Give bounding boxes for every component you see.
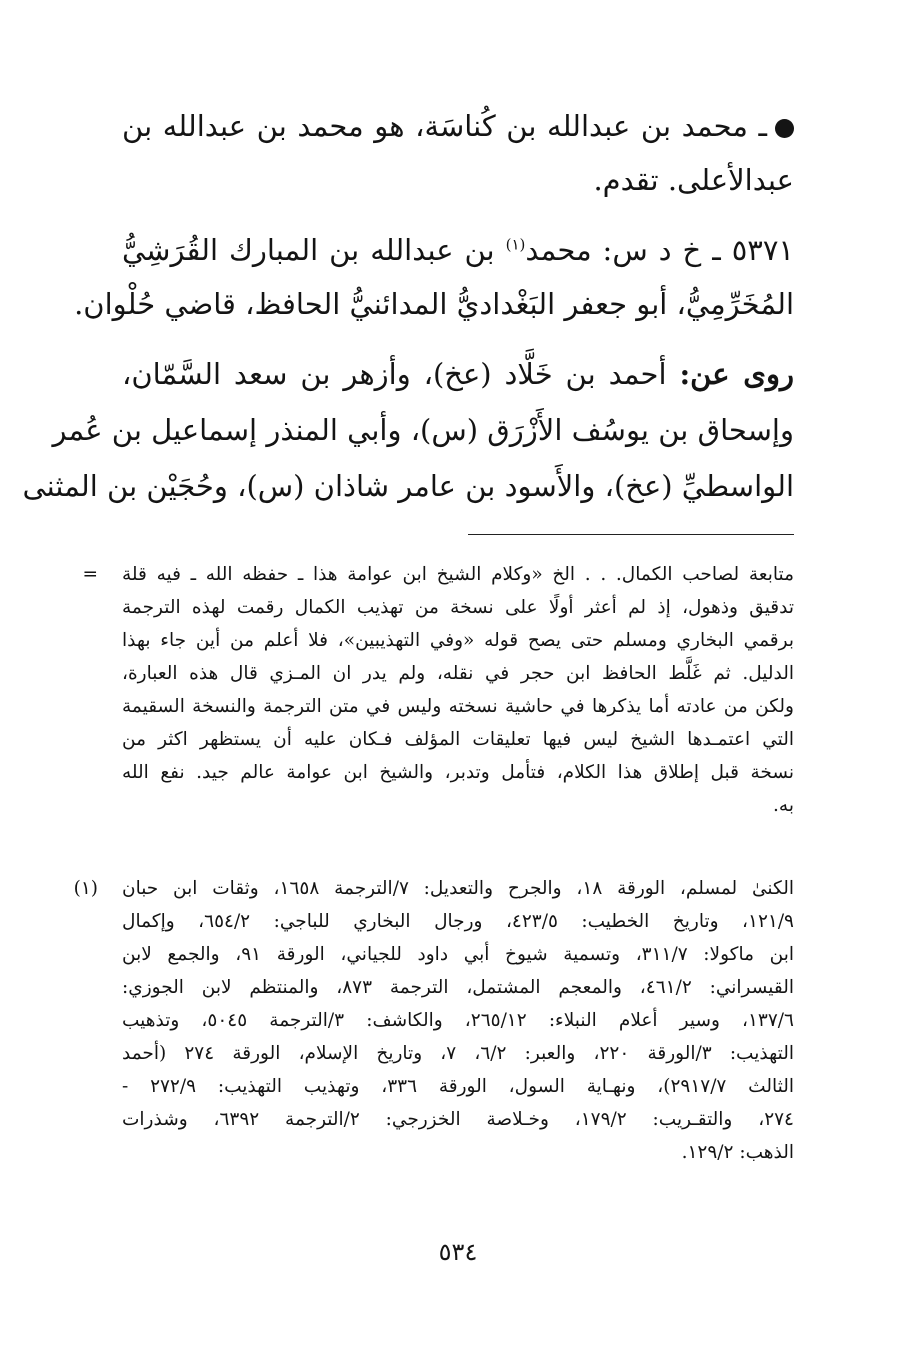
footnote-line: الذهب: ١٢٩/٢. [681, 1142, 794, 1163]
main-text-line: ـ محمد بن عبدالله بن كُناسَة، هو محمد بن عبدالله بن [122, 98, 794, 154]
footnote-line: تدقيق وذهول، إذ لم أعثر أولًا على نسخة من تهذيب الكمال رقمت لهذه الترجمة [122, 597, 794, 618]
footnote-line: به. [773, 795, 794, 816]
entry-number: ٥٣٧١ [731, 233, 795, 267]
main-text-line: المُخَرِّمِيُّ، أبو جعفر البَغْداديُّ المدائنيُّ الحافظ، قاضي حُلْوان. [74, 287, 794, 321]
narrators-line: روى عن: أحمد بن خَلَّاد (عخ)، وأزهر بن سعد السَّمّان، [122, 357, 794, 391]
page-number: ٥٣٤ [438, 1238, 478, 1266]
footnote-line: متابعة لصاحب الكمال. . . الخ «وكلام الشيخ ابن عوامة هذا ـ حفظه الله ـ فيه قلة [122, 564, 794, 585]
footnote-line: ابن ماكولا: ٣١١/٧، وتسمية شيوخ أبي داود للجياني، الورقة ٩١، والجمع لابن [122, 944, 794, 965]
footnote-line: ولكن من عادته أما يذكرها في حاشية نسخته وليس في متن الترجمة والنسخة السقيمة [122, 696, 794, 717]
footnote-reference: (١) [505, 235, 526, 254]
footnote-line: التي اعتمـدها الشيخ ليس فيها تعليقات المؤلف فـكان عليه أن يستظهر اكثر من [122, 729, 794, 750]
rawa-an-label: روى عن: [679, 357, 794, 391]
footnote-line: الدليل. ثم غَلَّط الحافظ ابن حجر في نقله، ولم يدر ان المـزي قال هذه العبارة، [122, 663, 794, 684]
main-text-line: الواسطيِّ (عخ)، والأَسود بن عامر شاذان (س)، وحُجَيْن بن المثنى [22, 469, 794, 503]
footnote-line: برقمي البخاري ومسلم حتى يصح قوله «وفي التهذيبين»، فلا أعلم من أين جاء بهذا [122, 630, 794, 651]
footnote-line: القيسراني: ٤٦١/٢، والمعجم المشتمل، الترجمة ٨٧٣، والمنتظم لابن الجوزي: [122, 977, 794, 998]
footnote-line: الثالث ٢٩١٧/٧)، ونهـاية السول، الورقة ٣٣٦، وتهذيب التهذيب: ٢٧٢/٩ - [122, 1076, 794, 1097]
entry-text: ـ خ د س: محمد [525, 233, 721, 267]
footnote-line: ١٢١/٩، وتاريخ الخطيب: ٤٢٣/٥، ورجال البخاري للباجي: ٦٥٤/٢، وإكمال [122, 911, 794, 932]
footnote-line: الكنىٰ لمسلم، الورقة ١٨، والجرح والتعديل: ٧/الترجمة ١٦٥٨، وثقات ابن حبان [122, 878, 794, 899]
footnote-line: نسخة قبل إطلاق هذا الكلام، فتأمل وتدبر، والشيخ ابن عوامة عالم جيد. نفع الله [122, 762, 794, 783]
main-text-line: وإسحاق بن يوسُف الأَزْرَق (س)، وأبي المنذر إسماعيل بن عُمر [52, 413, 794, 447]
footnote-line: ٢٧٤، والتقـريب: ١٧٩/٢، وخـلاصة الخزرجي: ٢/الترجمة ٦٣٩٢، وشذرات [122, 1109, 794, 1130]
bullet-icon [775, 119, 794, 138]
footnote-line: التهذيب: ٣/الورقة ٢٢٠، والعبر: ٦/٢، ٧، وتاريخ الإسلام، الورقة ٢٧٤ (أحمد [122, 1043, 794, 1064]
footnote-number: (١) [73, 878, 98, 899]
continuation-mark: = [82, 564, 98, 585]
entry-text: بن عبدالله بن المبارك القُرَشِيُّ [122, 233, 506, 267]
main-text-line: عبدالأعلى. تقدم. [593, 163, 794, 197]
footnote-separator [468, 534, 794, 535]
footnote-line: ١٣٧/٦، وسير أعلام النبلاء: ٢٦٥/١٢، والكاشف: ٣/الترجمة ٥٠٤٥، وتذهيب [122, 1010, 794, 1031]
entry-heading-line [122, 222, 794, 278]
